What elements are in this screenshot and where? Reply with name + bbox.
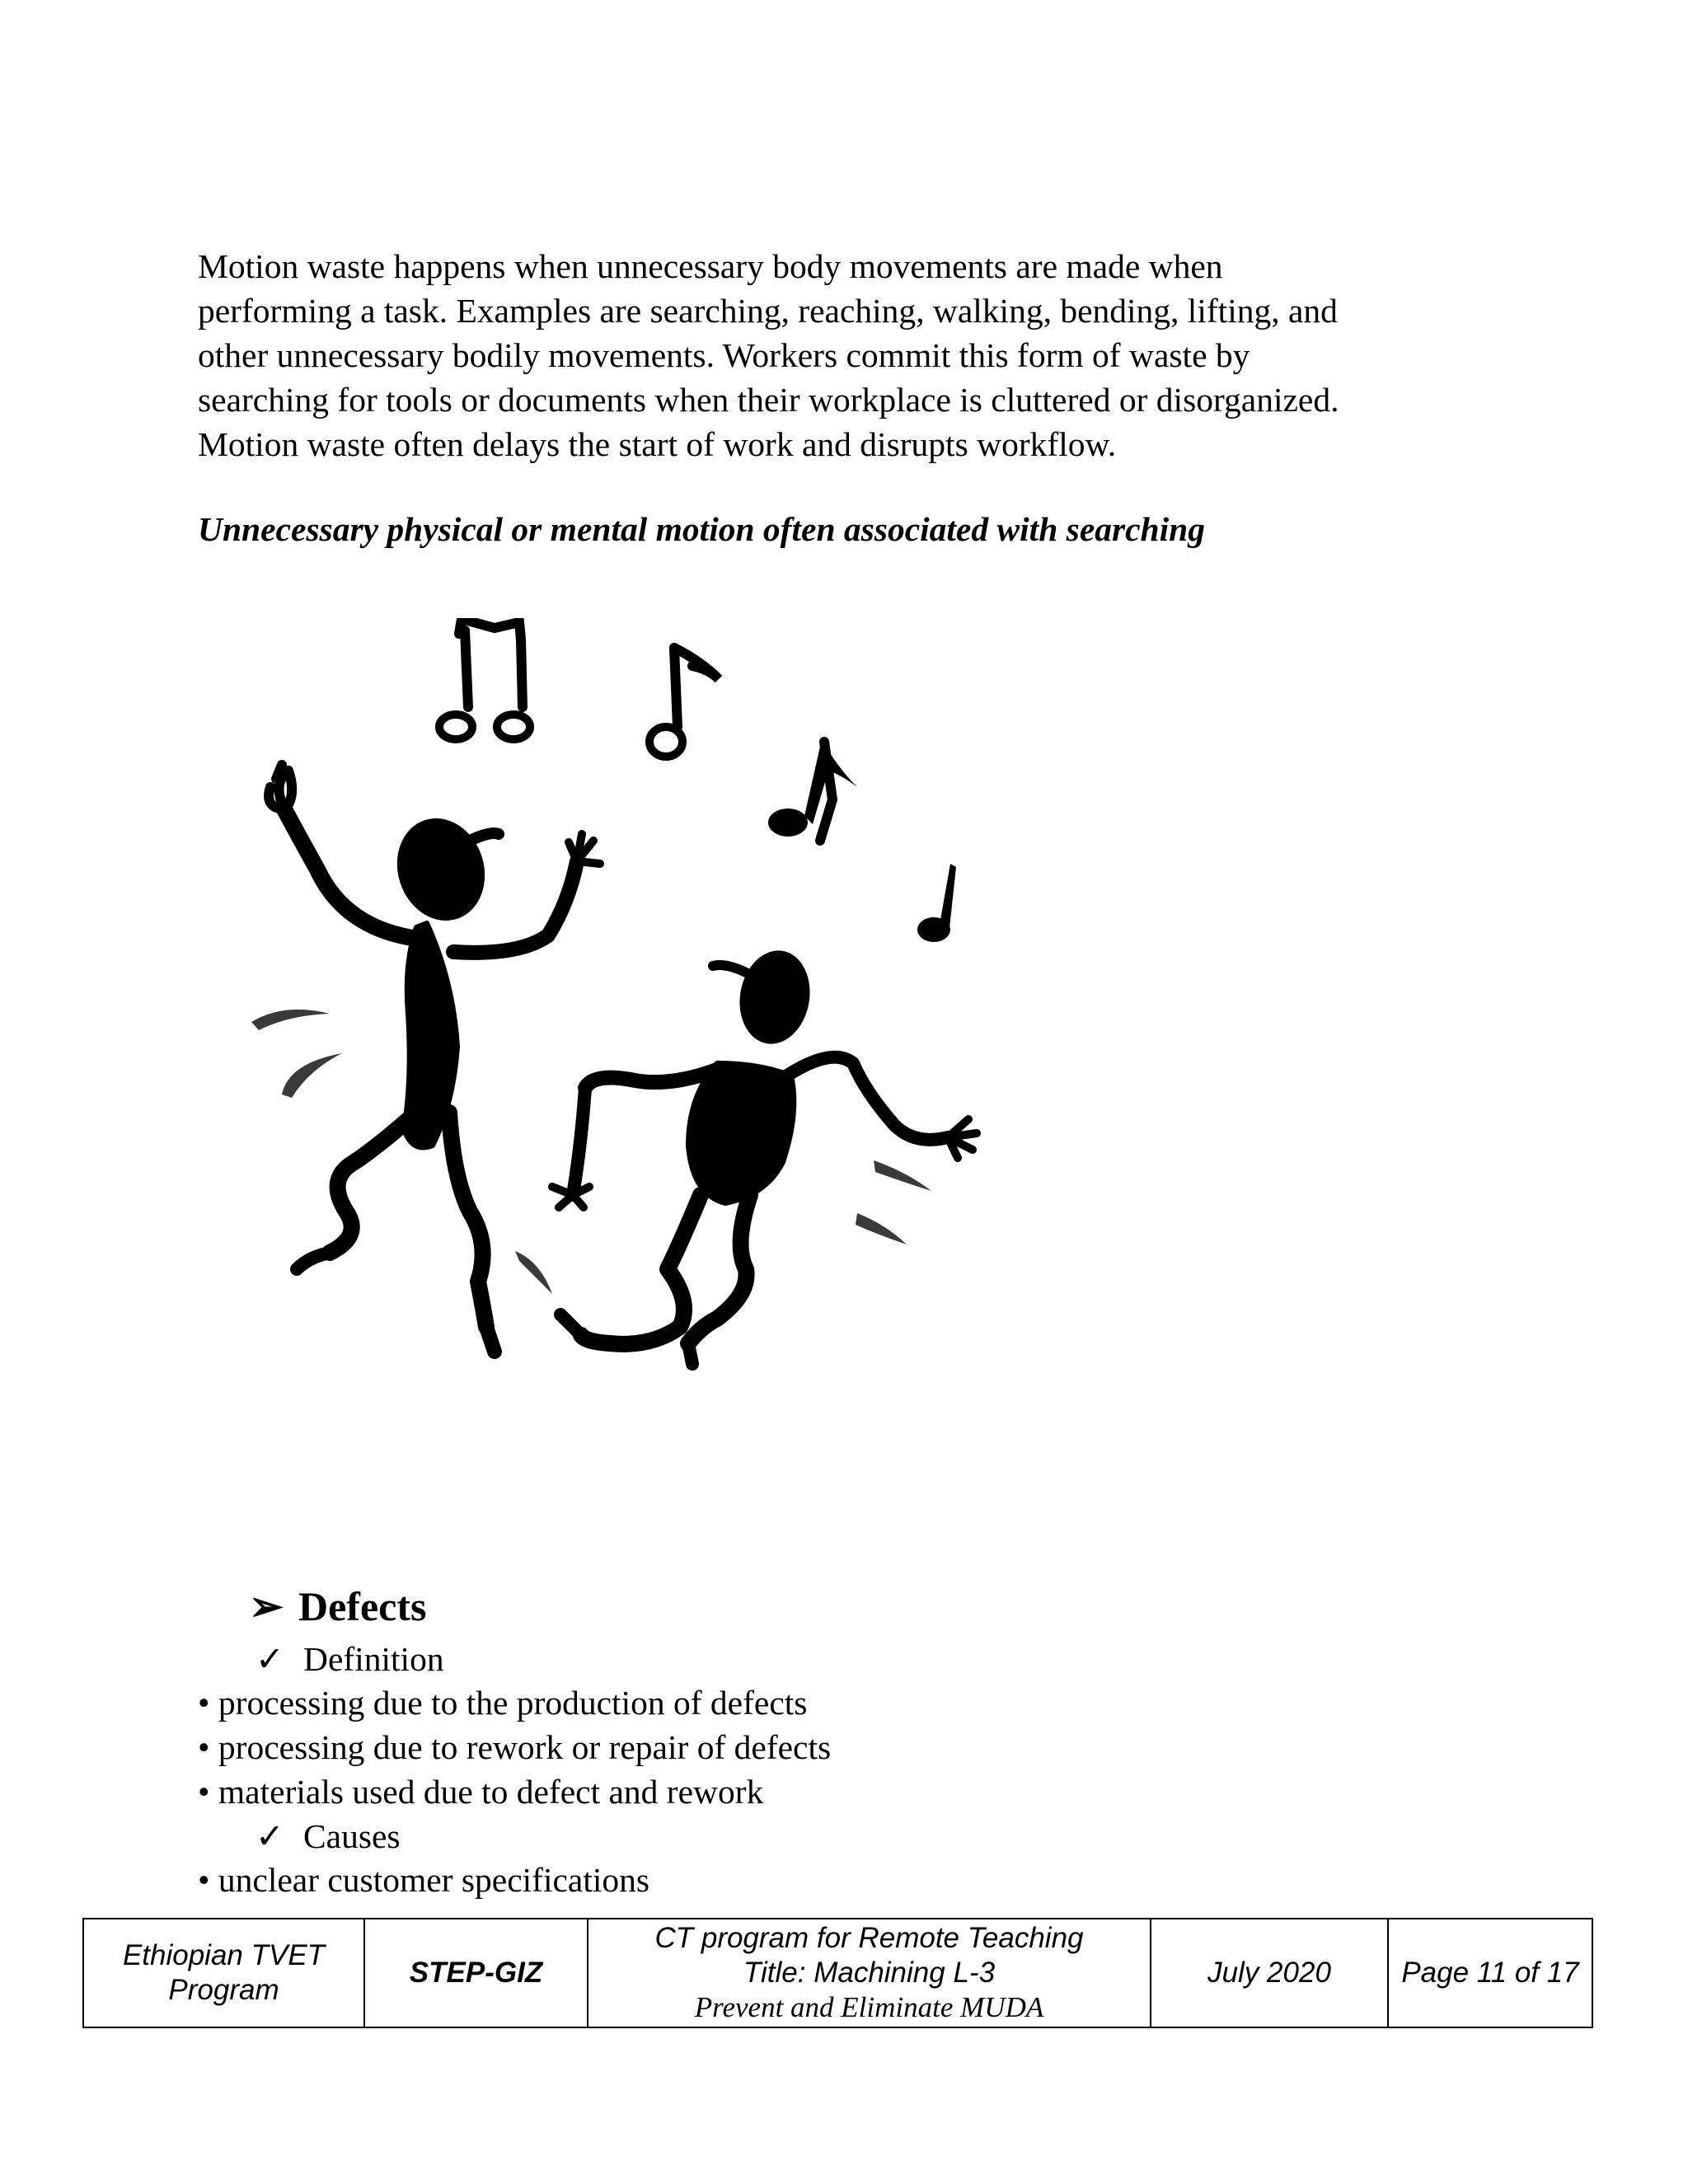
list-item: • processing due to the production of defects [198,1684,808,1722]
paragraph-line: Motion waste often delays the start of work and disrupts workflow. [198,425,1117,463]
music-notes-icon [439,619,832,841]
paragraph-line: Motion waste happens when unnecessary body movements are made when [198,247,1223,285]
right-dancer-figure [552,945,977,1364]
definition-label: Definition [303,1640,444,1678]
footer-program-line: Ethiopian TVET [122,1939,326,1971]
definition-subheading [256,1638,444,1679]
footer-title-cell [588,1919,1151,2027]
footer-org-cell: STEP-GIZ [364,1919,588,2027]
footer-page-number-cell: Page 11 of 17 [1388,1919,1592,2027]
paragraph-line: other unnecessary bodily movements. Workers commit this form of waste by [198,336,1250,374]
left-dancer-figure [269,765,600,1352]
footer-program-cell [83,1919,364,2027]
causes-subheading [256,1816,401,1856]
page-footer-table [82,1918,1593,2028]
figure-caption: Unnecessary physical or mental motion often associated with searching [198,510,1206,548]
footer-title-line: CT program for Remote Teaching [654,1922,1084,1954]
list-item: • unclear customer specifications [198,1861,650,1899]
causes-label: Causes [303,1817,401,1855]
footer-title-line: Prevent and Eliminate MUDA [694,1991,1044,2023]
check-mark-icon: ✓ [256,1817,284,1855]
music-notes-solid-icon [768,739,956,942]
dancing-figures-illustration [206,618,1014,1409]
paragraph-line: performing a task. Examples are searching, reaching, walking, bending, lifting, and [198,292,1338,330]
defects-heading-text: Defects [298,1583,427,1629]
defects-heading [249,1582,426,1630]
footer-date-cell: July 2020 [1151,1919,1388,2027]
paragraph-line: searching for tools or documents when their workplace is cluttered or disorganized. [198,381,1339,419]
footer-title-line: Title: Machining L-3 [743,1957,996,1989]
list-item: • processing due to rework or repair of defects [198,1728,832,1766]
arrow-bullet-icon: ➢ [249,1583,284,1629]
list-item: • materials used due to defect and rework [198,1773,764,1811]
check-mark-icon: ✓ [256,1640,284,1678]
footer-program-line: Program [168,1974,279,2006]
motion-waste-paragraph [198,244,1508,466]
